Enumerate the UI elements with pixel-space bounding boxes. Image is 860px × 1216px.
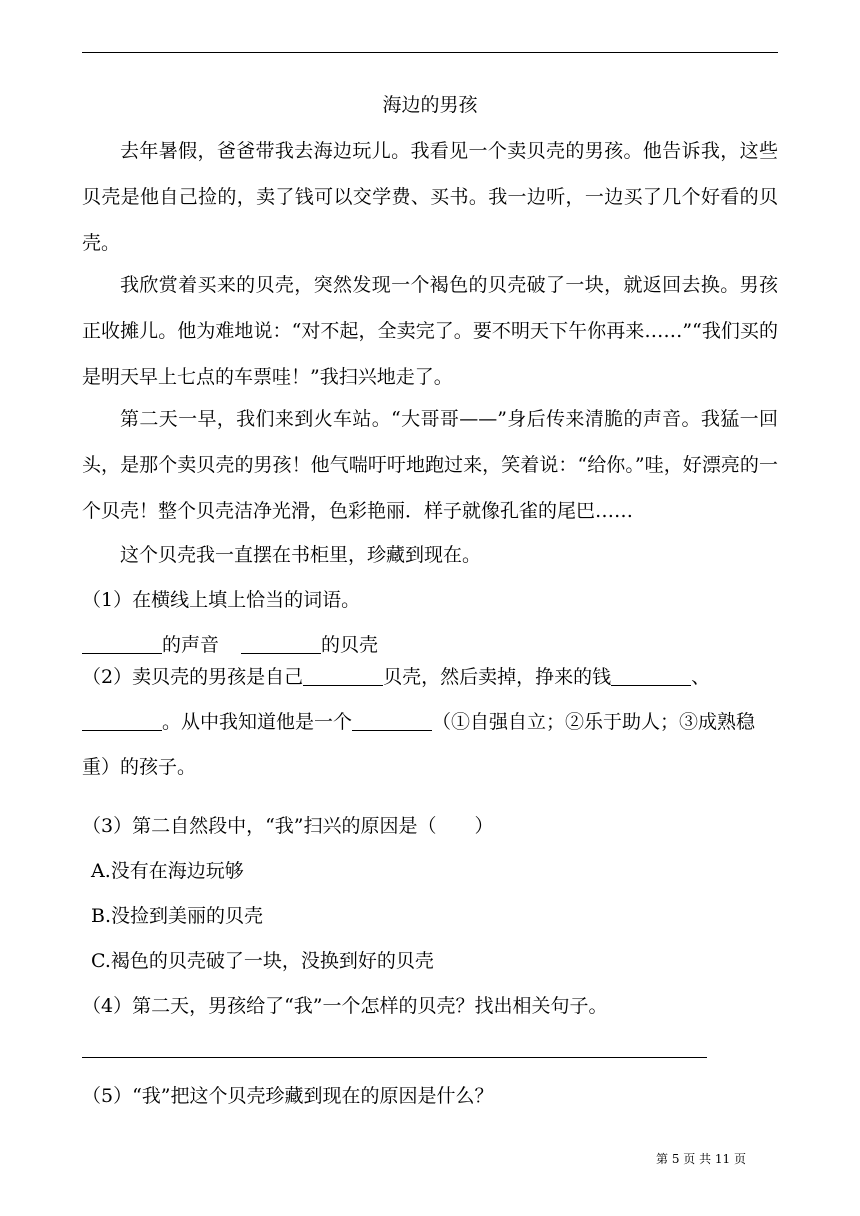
question-5-prompt: （5）“我”把这个贝壳珍藏到现在的原因是什么？ xyxy=(82,1085,494,1107)
paragraph-2: 我欣赏着买来的贝壳，突然发现一个褐色的贝壳破了一块，就返回去换。男孩正收摊儿。他为难地说：“对不起，全卖完了。要不明天下午你再来……”“我们买的是明天早上七点的车票哇！”我扫兴地走了。 xyxy=(82,274,778,388)
answer-blank[interactable] xyxy=(303,665,383,686)
question-2-text: （2）卖贝壳的男孩是自己 xyxy=(82,666,304,688)
answer-blank[interactable] xyxy=(82,710,162,731)
question-2-text: 、 xyxy=(691,666,711,688)
header-rule xyxy=(82,52,778,53)
question-2-text: 贝壳，然后卖掉，挣来的钱 xyxy=(383,666,612,688)
question-3-option-b[interactable]: B.没捡到美丽的贝壳 xyxy=(91,905,264,927)
question-3-option-a[interactable]: A.没有在海边玩够 xyxy=(91,860,244,882)
question-3-option-c[interactable]: C.褐色的贝壳破了一块，没换到好的贝壳 xyxy=(91,950,434,972)
blank-suffix: 的声音 xyxy=(162,634,220,656)
question-2-text: （①自强自立；②乐于助人；③成熟稳重）的孩子。 xyxy=(82,711,756,778)
paragraph-3: 第二天一早，我们来到火车站。“大哥哥——”身后传来清脆的声音。我猛一回头，是那个卖贝壳的男孩！他气喘吁吁地跑过来，笑着说：“给你。”哇，好漂亮的一个贝壳！整个贝壳洁净光滑，色彩艳丽．样子就像孔雀的尾巴…… xyxy=(82,408,778,522)
answer-blank[interactable] xyxy=(352,710,432,731)
paragraph-4: 这个贝壳我一直摆在书柜里，珍藏到现在。 xyxy=(120,544,482,566)
question-2 xyxy=(82,655,782,790)
question-3-prompt: （3）第二自然段中，“我”扫兴的原因是（ ） xyxy=(82,815,494,837)
page-number: 第 5 页 共 11 页 xyxy=(656,1152,746,1166)
answer-blank[interactable] xyxy=(82,633,162,654)
question-1-prompt: （1）在横线上填上恰当的词语。 xyxy=(82,589,361,611)
blank-suffix: 的贝壳 xyxy=(321,634,379,656)
answer-line[interactable] xyxy=(82,1057,707,1058)
question-2-text: 。从中我知道他是一个 xyxy=(162,711,353,733)
paragraph-1: 去年暑假，爸爸带我去海边玩儿。我看见一个卖贝壳的男孩。他告诉我，这些贝壳是他自己捡的，卖了钱可以交学费、买书。我一边听，一边买了几个好看的贝壳。 xyxy=(82,140,778,254)
answer-blank[interactable] xyxy=(241,633,321,654)
question-4-prompt: （4）第二天，男孩给了“我”一个怎样的贝壳？找出相关句子。 xyxy=(82,995,608,1017)
answer-blank[interactable] xyxy=(611,665,691,686)
passage-title: 海边的男孩 xyxy=(382,94,478,116)
